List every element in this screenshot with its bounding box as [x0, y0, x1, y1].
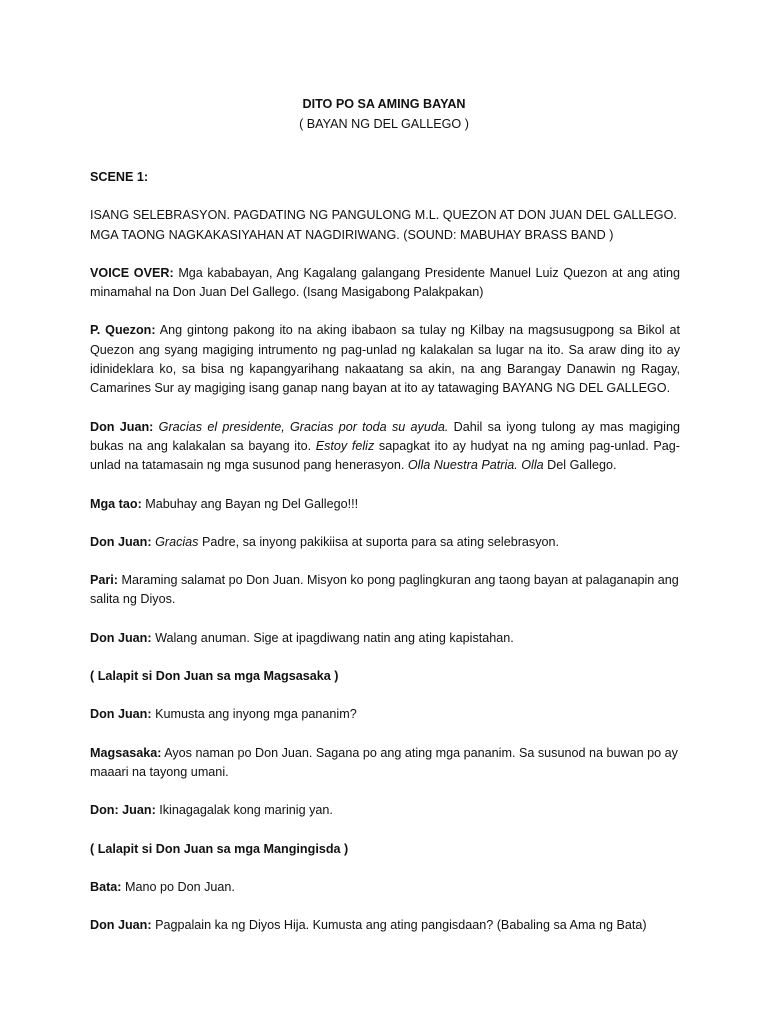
dialogue-text: Ayos naman po Don Juan. Sagana po ang ating mga pananim. Sa susunod na buwan po ay maaari na tayong umani.: [90, 745, 678, 779]
speaker-name: P. Quezon:: [90, 323, 156, 338]
dialogue-text: Dahil sa iyong tulong ay mas magiging bukas na ang kalakalan sa bayang ito.: [90, 419, 680, 453]
speaker-name: Bata:: [90, 879, 122, 894]
dialogue-text: Mga kababayan, Ang Kagalang galangang Presidente Manuel Luiz Quezon at ang ating minamahal na Don Juan Del Gallego. (Isang Masigabong Palakpakan): [90, 265, 681, 300]
dialogue-text: Pagpalain ka ng Diyos Hija. Kumusta ang ating pangisdaan? (Babaling sa Ama ng Bata): [151, 918, 647, 933]
dialogue-line: [90, 495, 680, 514]
dialogue-text: Ang gintong pakong ito na aking ibabaon sa tulay ng Kilbay na magsusugpong sa Bikol at Quezon ang syang magiging intrumento ng pag-unlad ng kalakalan sa lugar na ito. Sa araw ding ito ay idinideklara ko, sa bisa ng kapangyarihang nakaatang sa akin, na ang Barangay Danawin ng Ragay, Camarines Sur ay magiging isang ganap nang bayan at ito ay tatawaging BAYANG NG DEL GALLEGO.: [90, 323, 680, 396]
dialogue-text: Mano po Don Juan.: [121, 879, 235, 894]
document-subtitle: ( BAYAN NG DEL GALLEGO ): [299, 117, 469, 131]
dialogue-line: [90, 533, 680, 552]
speaker-name: Don Juan:: [90, 419, 154, 434]
title-block: [0, 94, 768, 134]
document-title: DITO PO SA AMING BAYAN: [302, 97, 466, 111]
speaker-name: Don Juan:: [90, 630, 152, 645]
speaker-name: Pari:: [90, 573, 118, 588]
dialogue-line: [90, 629, 680, 648]
dialogue-text: Mabuhay ang Bayan ng Del Gallego!!!: [141, 496, 359, 511]
dialogue-line: [90, 801, 680, 820]
dialogue-line: [90, 744, 680, 783]
stage-direction: ( Lalapit si Don Juan sa mga Magsasaka ): [90, 669, 339, 684]
dialogue-text: Maraming salamat po Don Juan. Misyon ko pong paglingkuran ang taong bayan at palaganapin ang salita ng Diyos.: [90, 573, 679, 607]
dialogue-text: Kumusta ang inyong mga pananim?: [151, 707, 357, 722]
dialogue-line: [90, 571, 680, 610]
dialogue-text: Del Gallego.: [543, 458, 617, 473]
dialogue-text-italic: Gracias: [155, 534, 199, 549]
dialogue-text-italic: Estoy feliz: [315, 438, 375, 453]
stage-direction: ( Lalapit si Don Juan sa mga Mangingisda ): [90, 841, 349, 856]
dialogue-line: [90, 418, 680, 476]
dialogue-text: Walang anuman. Sige at ipagdiwang natin ang ating kapistahan.: [151, 630, 514, 645]
speaker-name: Don Juan:: [90, 534, 152, 549]
scene-label: SCENE 1:: [90, 170, 149, 184]
dialogue-text: Ikinagagalak kong marinig yan.: [155, 803, 333, 818]
dialogue-text-italic: Gracias el presidente, Gracias por toda su ayuda.: [158, 419, 449, 434]
dialogue-line: [90, 321, 680, 398]
dialogue-text-italic: Olla Nuestra Patria. Olla: [407, 458, 544, 473]
speaker-name: Mga tao:: [90, 496, 142, 511]
dialogue-line: [90, 705, 680, 724]
script-body: [90, 168, 680, 935]
dialogue-text: sapagkat ito ay hudyat na ng aming pag-unlad. Pag-unlad na tatamasain ng mga susunod pang henerasyon.: [90, 438, 680, 473]
dialogue-line: [90, 916, 680, 935]
speaker-name: Magsasaka:: [90, 745, 162, 760]
dialogue-text: Padre, sa inyong pakikiisa at suporta para sa ating selebrasyon.: [198, 534, 560, 549]
speaker-name: Don Juan:: [90, 918, 152, 933]
speaker-name: VOICE OVER:: [90, 265, 174, 280]
dialogue-line: [90, 878, 680, 897]
scene-description: ISANG SELEBRASYON. PAGDATING NG PANGULONG M.L. QUEZON AT DON JUAN DEL GALLEGO. MGA TAONG NAGKAKASIYAHAN AT NAGDIRIWANG. (SOUND: MABUHAY BRASS BAND ): [90, 208, 677, 242]
speaker-name: Don Juan:: [90, 707, 152, 722]
dialogue-line: [90, 264, 680, 303]
speaker-name: Don: Juan:: [90, 803, 156, 818]
